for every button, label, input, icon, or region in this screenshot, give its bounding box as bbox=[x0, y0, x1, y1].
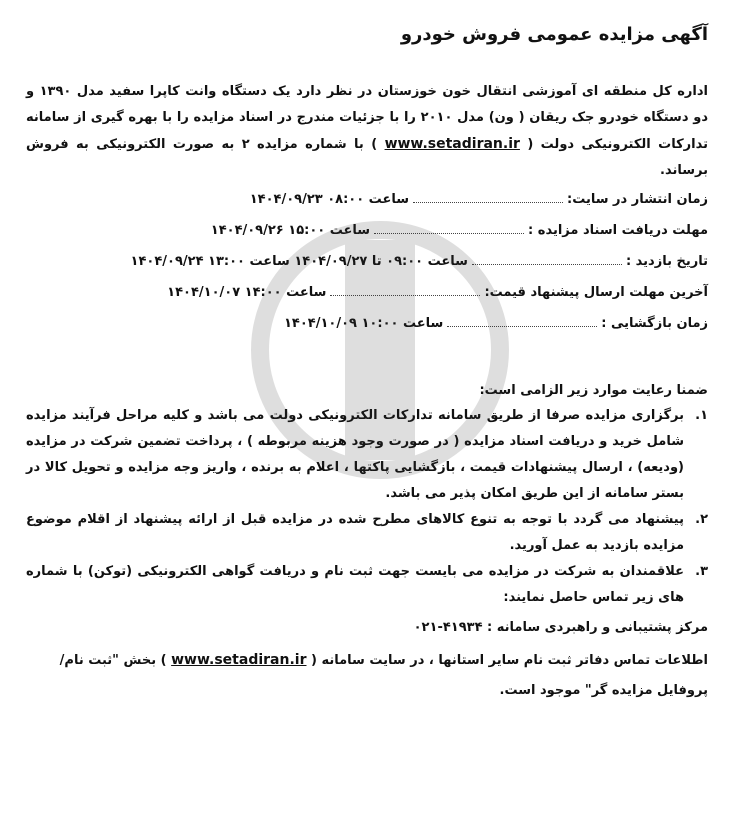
requirements-heading: ضمنا رعایت موارد زیر الزامی است: bbox=[479, 383, 708, 398]
contact-text-end: ) بخش "ثبت نام/پروفایل مزایده گر" موجود است. bbox=[59, 653, 708, 698]
item-text: پیشنهاد می گردد با توجه به تنوع کالاهای مطرح شده در مزایده قبل از ارائه پیشنهاد از اقلام موضوع مزایده بازدید به عمل آورید. bbox=[26, 512, 684, 553]
item-text: علاقمندان به شرکت در مزایده می بایست جهت ثبت نام و دریافت گواهی الکترونیکی (توکن) با شماره های زیر تماس حاصل نمایند: bbox=[26, 564, 684, 605]
setadiran-link-2[interactable]: www.setadiran.ir bbox=[171, 652, 307, 668]
intro-text-end: ) با شماره مزایده ۲ به صورت الکترونیکی به فروش برساند. bbox=[26, 137, 708, 178]
notice-title: آگهی مزایده عمومی فروش خودرو bbox=[400, 24, 708, 45]
requirement-item bbox=[26, 403, 708, 507]
schedule-value: ۱۴۰۴/۰۹/۲۶ ساعت ۱۵:۰۰ bbox=[210, 223, 371, 238]
contact-paragraph bbox=[26, 645, 708, 706]
schedule-row bbox=[26, 277, 708, 308]
dotted-leader bbox=[413, 184, 563, 203]
dotted-leader bbox=[447, 308, 597, 327]
item-number: ۲. bbox=[695, 512, 708, 527]
schedule-row bbox=[26, 215, 708, 246]
intro-paragraph bbox=[26, 79, 708, 184]
requirement-item bbox=[26, 507, 708, 559]
schedule-row bbox=[26, 184, 708, 215]
schedule-value: ۱۴۰۴/۱۰/۰۹ ساعت ۱۰:۰۰ bbox=[284, 316, 444, 331]
schedule-value: ۱۴۰۴/۰۹/۲۳ ساعت ۰۸:۰۰ bbox=[249, 192, 409, 207]
schedule-label: زمان انتشار در سایت: bbox=[567, 192, 708, 207]
schedule-row bbox=[26, 308, 708, 339]
setadiran-link[interactable]: www.setadiran.ir bbox=[384, 136, 520, 152]
requirement-item bbox=[26, 559, 708, 611]
support-line: مرکز پشتیبانی و راهبردی سامانه : ۴۱۹۳۴-۰۲۱ bbox=[413, 620, 708, 635]
intro-text-start: اداره کل منطقه ای آموزشی انتقال خون خوزستان در نظر دارد یک دستگاه وانت کاپرا سفید مدل ۱۳۹۰ و دو دستگاه خودرو جک ریقان ( ون) مدل ۲۰۱۰ را با جزئیات مندرج در اسناد مزایده را با بهره گیری از سامانه تدارکات الکترونیکی دولت ( bbox=[26, 84, 708, 152]
schedule-value: ۱۴۰۴/۱۰/۰۷ ساعت ۱۴:۰۰ bbox=[167, 285, 327, 300]
schedule-list bbox=[26, 184, 708, 339]
schedule-label: زمان بازگشایی : bbox=[601, 316, 708, 331]
schedule-value: ۱۴۰۴/۰۹/۲۴ ساعت ۰۹:۰۰ تا ۱۴۰۴/۰۹/۲۷ ساعت ۱۳:۰۰ bbox=[130, 254, 468, 269]
schedule-label: مهلت دریافت اسناد مزایده : bbox=[528, 223, 708, 238]
dotted-leader bbox=[330, 277, 480, 296]
contact-text-start: اطلاعات تماس دفاتر ثبت نام سایر استانها ، در سایت سامانه ( bbox=[311, 653, 708, 668]
schedule-label: تاریخ بازدید : bbox=[625, 254, 708, 269]
item-number: ۱. bbox=[695, 408, 708, 423]
schedule-row bbox=[26, 246, 708, 277]
dotted-leader bbox=[472, 246, 622, 265]
dotted-leader bbox=[374, 215, 524, 234]
item-number: ۳. bbox=[695, 564, 708, 579]
item-text: برگزاری مزایده صرفا از طریق سامانه تدارکات الکترونیکی دولت می باشد و کلیه مراحل فرآیند مزایده شامل خرید و دریافت اسناد مزایده ( در صورت وجود هزینه مربوطه ) ، پرداخت تضمین شرکت در مزایده (ودیعه) ، ارسال پیشنهادات قیمت ، بازگشایی پاکتها ، اعلام به برنده ، واریز وجه مزایده و تحویل کالا در بستر سامانه از این طریق امکان پذیر می باشد. bbox=[26, 408, 684, 501]
schedule-label: آخرین مهلت ارسال پیشنهاد قیمت: bbox=[484, 285, 708, 300]
